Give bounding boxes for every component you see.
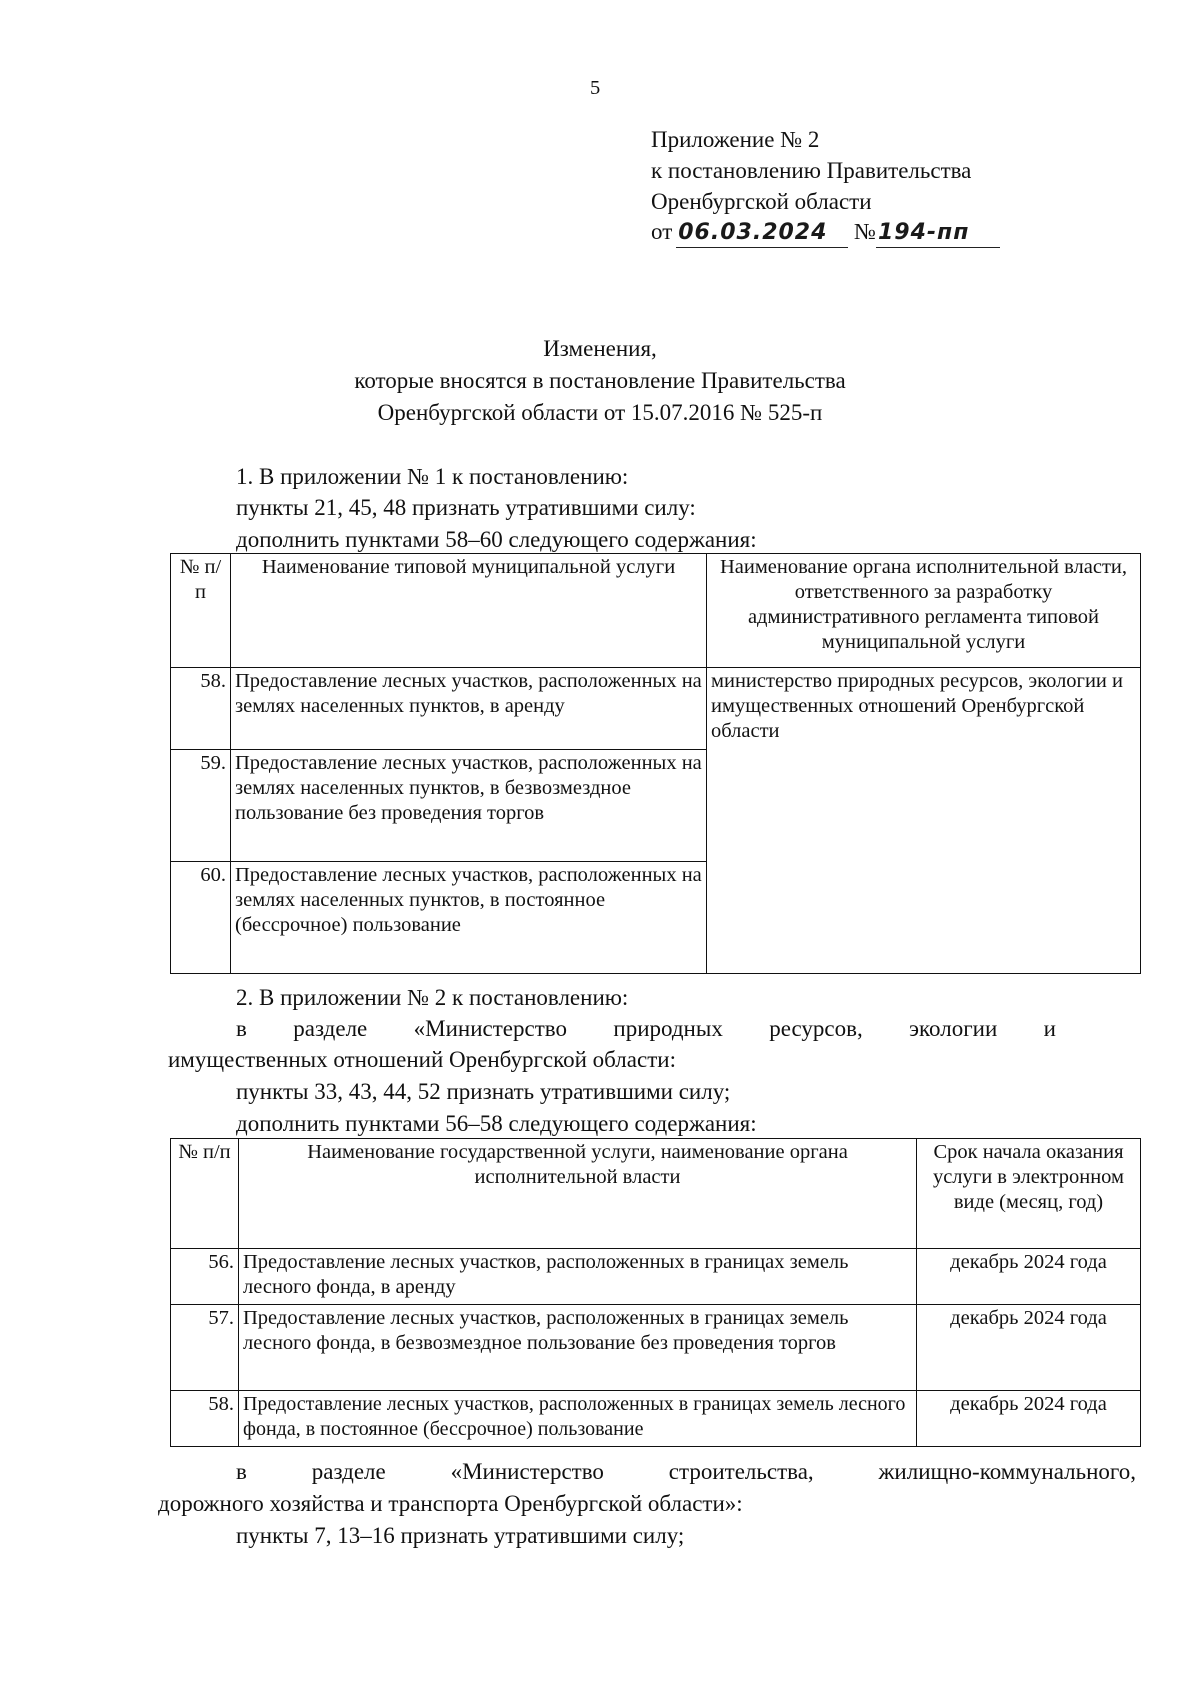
table-row: [171, 668, 1141, 750]
section3-para-1-cont: дорожного хозяйства и транспорта Оренбургской области»:: [158, 1491, 743, 1516]
appendix-line-2: к постановлению Правительства: [651, 158, 972, 183]
section1-para-2: дополнить пунктами 58–60 следующего содержания:: [236, 527, 757, 552]
row-num: 58.: [171, 1391, 239, 1447]
row-service-name: Предоставление лесных участков, расположенных в границах земель лесного фонда, в безвозмездное пользование без проведения торгов: [239, 1305, 917, 1391]
appendix-line-3: Оренбургской области: [651, 189, 872, 214]
section1-heading: 1. В приложении № 1 к постановлению:: [236, 464, 629, 489]
header-start-term: Срок начала оказания услуги в электронном виде (месяц, год): [917, 1139, 1141, 1249]
row-start-term: декабрь 2024 года: [917, 1249, 1141, 1305]
table-header-row: [171, 554, 1141, 668]
header-service-name: Наименование типовой муниципальной услуги: [231, 554, 707, 668]
section2-para-1-cont: имущественных отношений Оренбургской области:: [168, 1047, 676, 1072]
row-service-name: Предоставление лесных участков, расположенных в границах земель лесного фонда, в аренду: [239, 1249, 917, 1305]
section1-para-1: пункты 21, 45, 48 признать утратившими силу:: [236, 495, 696, 520]
header-service-name: Наименование государственной услуги, наименование органа исполнительной власти: [239, 1139, 917, 1249]
section3-para-2: пункты 7, 13–16 признать утратившими силу;: [236, 1523, 685, 1548]
row-service-name: Предоставление лесных участков, расположенных на землях населенных пунктов, в постоянное (бессрочное) пользование: [231, 862, 707, 974]
row-service-name: Предоставление лесных участков, расположенных на землях населенных пунктов, в аренду: [231, 668, 707, 750]
row-num: 60.: [171, 862, 231, 974]
doc-title-line-3: Оренбургской области от 15.07.2016 № 525-п: [377, 400, 823, 425]
row-num: 59.: [171, 750, 231, 862]
appendix-date-line: [651, 218, 1000, 248]
table-state-services: [170, 1138, 1141, 1447]
page-number: 5: [590, 77, 601, 99]
table-row: [171, 1249, 1141, 1305]
row-service-name: Предоставление лесных участков, расположенных в границах земель лесного фонда, в постоянное (бессрочное) пользование: [239, 1391, 917, 1447]
header-authority: Наименование органа исполнительной власти, ответственного за разработку административного регламента типовой муниципальной услуги: [707, 554, 1141, 668]
header-num: № п/п: [171, 554, 231, 668]
row-start-term: декабрь 2024 года: [917, 1391, 1141, 1447]
table-municipal-services: [170, 553, 1141, 974]
section2-para-3: дополнить пунктами 56–58 следующего содержания:: [236, 1111, 757, 1136]
number-prefix: №: [854, 219, 876, 244]
row-start-term: декабрь 2024 года: [917, 1305, 1141, 1391]
row-authority: министерство природных ресурсов, экологии и имущественных отношений Оренбургской области: [707, 668, 1141, 974]
section2-para-2: пункты 33, 43, 44, 52 признать утратившими силу;: [236, 1079, 731, 1104]
doc-title-line-2: которые вносятся в постановление Правительства: [354, 368, 846, 393]
row-num: 56.: [171, 1249, 239, 1305]
section2-para-1: в разделе «Министерство природных ресурсов, экологии и: [236, 1016, 1056, 1041]
date-signature: 06.03.2024: [676, 219, 848, 248]
section3-para-1: в разделе «Министерство строительства, жилищно-коммунального,: [236, 1459, 1136, 1484]
table-row: [171, 1305, 1141, 1391]
doc-title-line-1: Изменения,: [543, 336, 657, 361]
table-header-row: [171, 1139, 1141, 1249]
row-num: 57.: [171, 1305, 239, 1391]
number-signature: 194-пп: [876, 219, 1000, 248]
table-row: [171, 1391, 1141, 1447]
date-prefix: от: [651, 219, 673, 244]
section2-heading: 2. В приложении № 2 к постановлению:: [236, 985, 629, 1010]
row-num: 58.: [171, 668, 231, 750]
row-service-name: Предоставление лесных участков, расположенных на землях населенных пунктов, в безвозмездное пользование без проведения торгов: [231, 750, 707, 862]
appendix-line-1: Приложение № 2: [651, 127, 820, 152]
header-num: № п/п: [171, 1139, 239, 1249]
